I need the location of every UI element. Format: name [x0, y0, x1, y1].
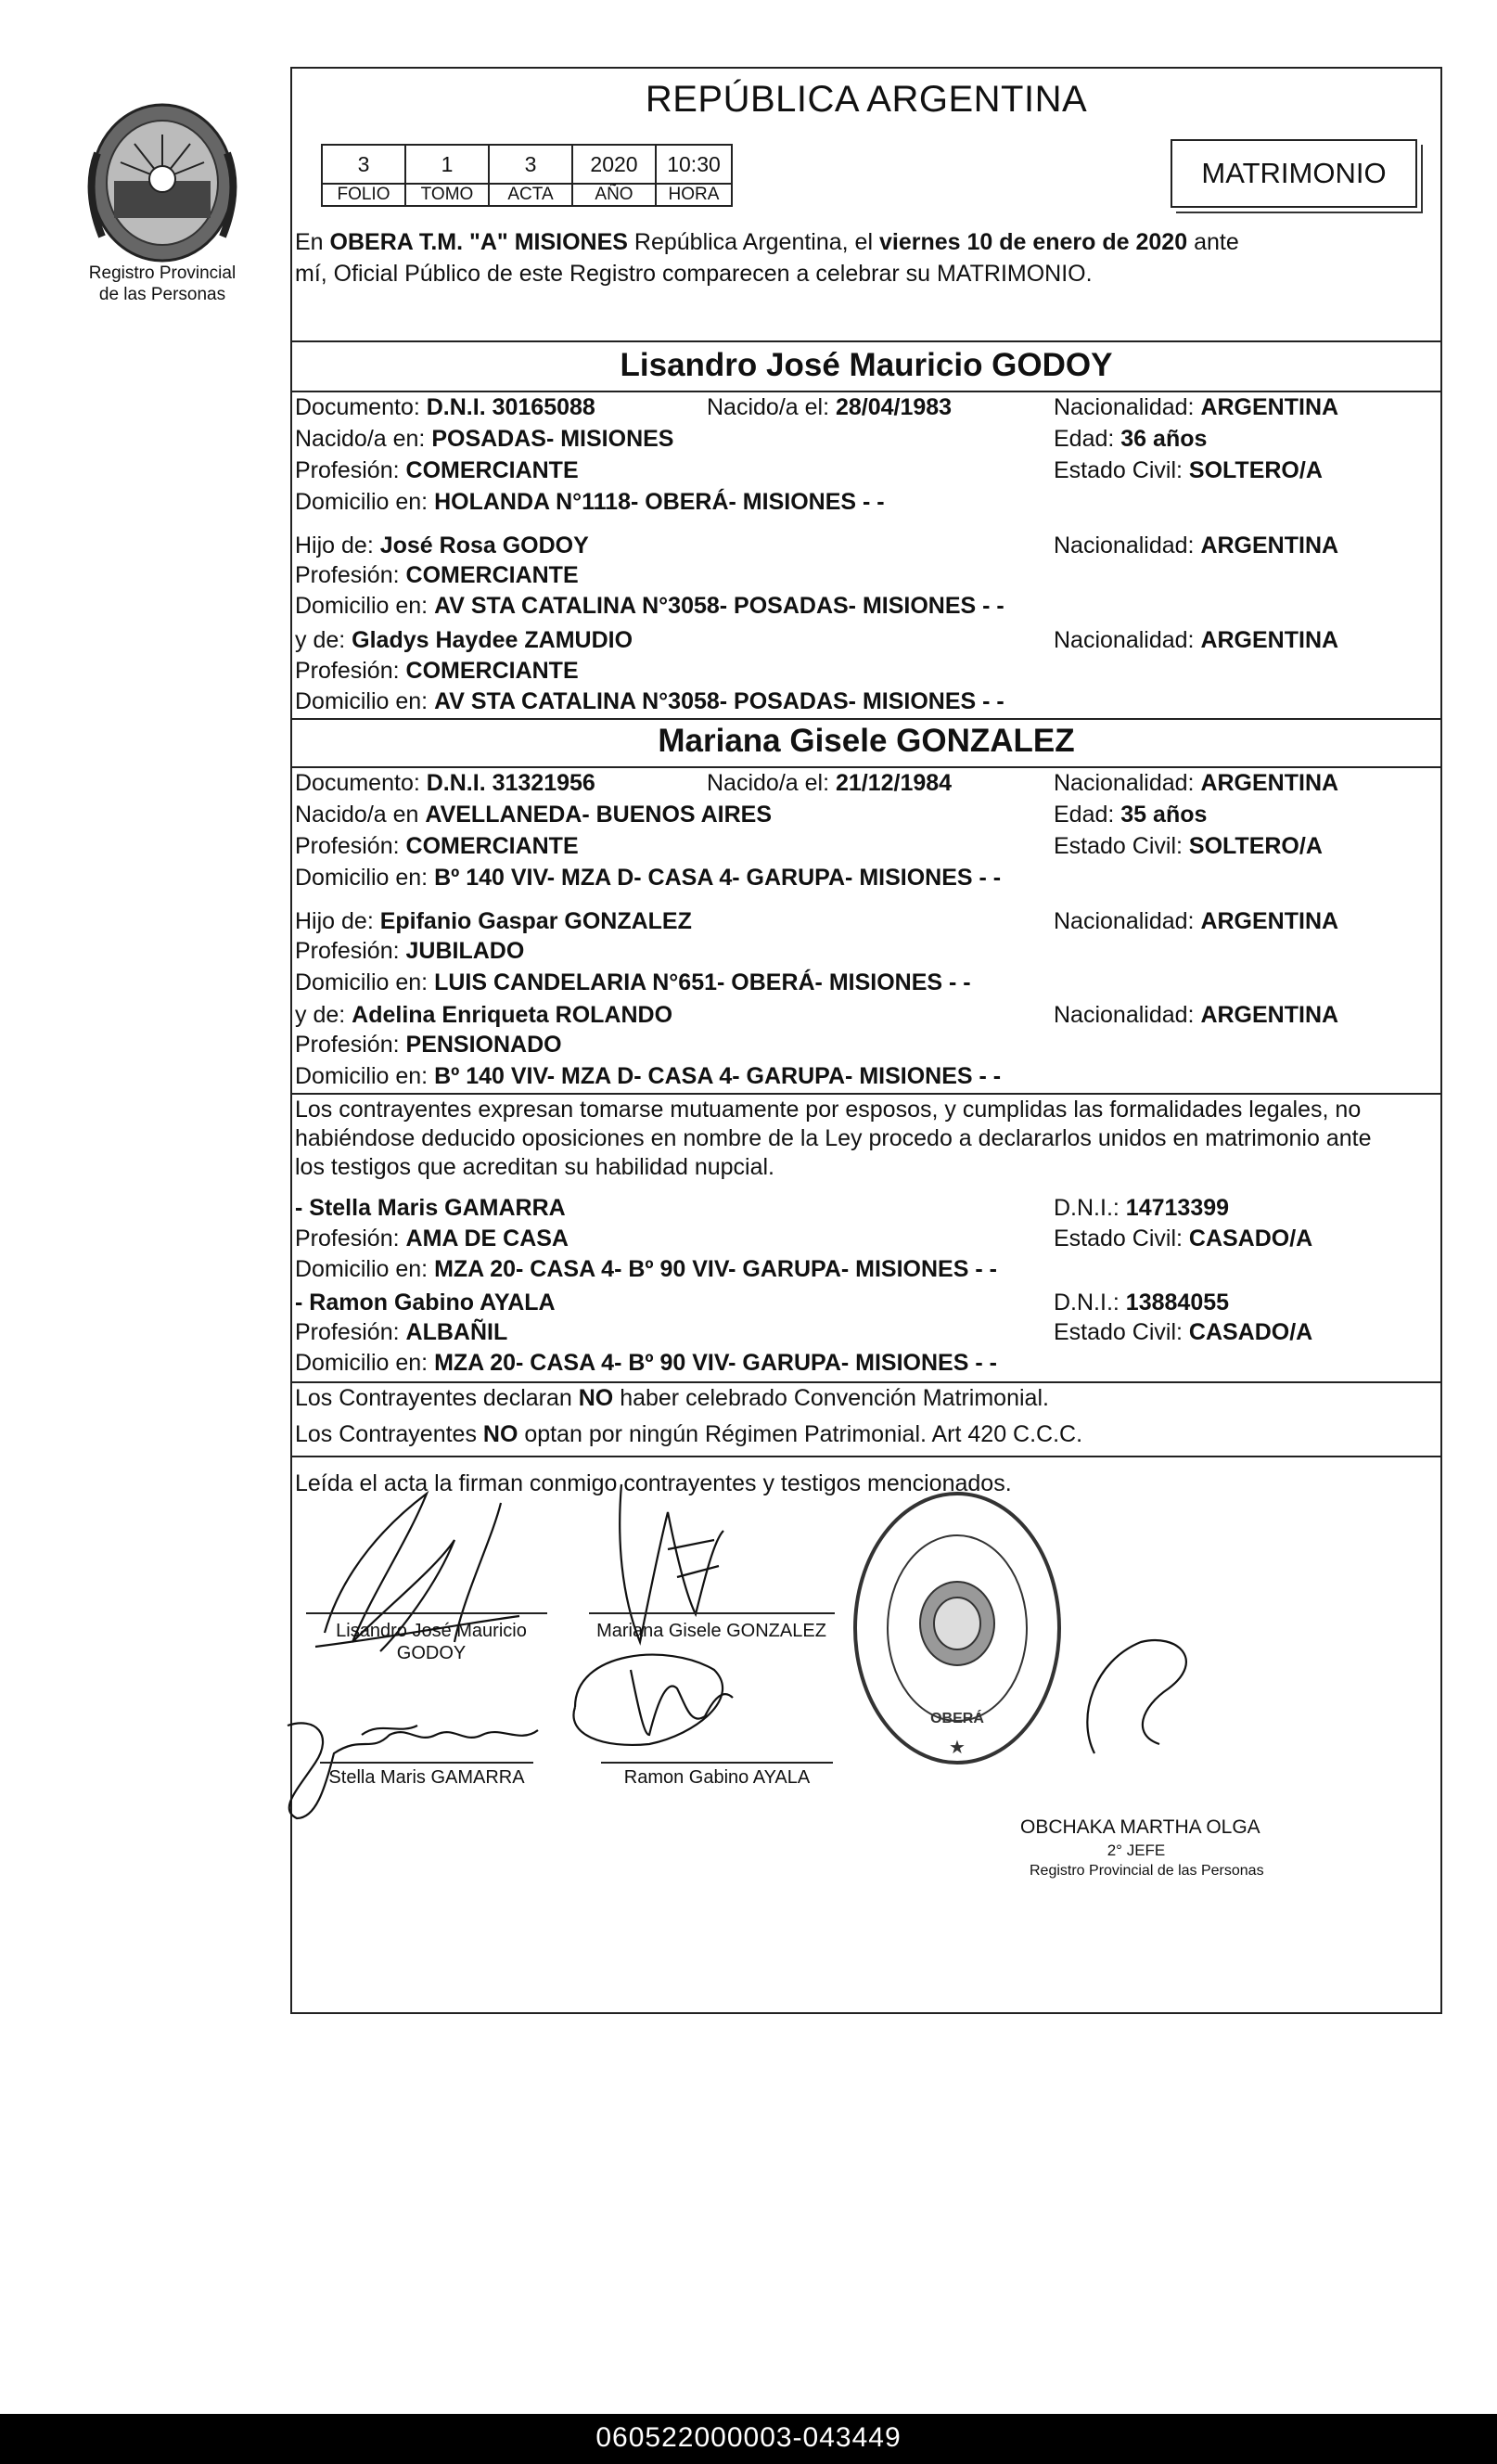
c1-madre-nacionalidad: Nacionalidad: ARGENTINA — [1054, 627, 1339, 653]
c1-padre-nacionalidad: Nacionalidad: ARGENTINA — [1054, 533, 1339, 558]
logo-caption-line2: de las Personas — [98, 285, 226, 304]
intro-text: República Argentina, el — [627, 229, 879, 255]
official-stamp — [851, 1489, 1064, 1767]
c2-padre: Hijo de: Epifanio Gaspar GONZALEZ — [295, 908, 692, 934]
c2-padre-domicilio: Domicilio en: LUIS CANDELARIA N°651- OBERÁ- MISIONES - - — [295, 969, 971, 995]
registry-numbers-table — [321, 144, 733, 207]
testigo1-domicilio: Domicilio en: MZA 20- CASA 4- Bº 90 VIV- GARUPA- MISIONES - - — [295, 1256, 997, 1282]
testigo2-dni: D.N.I.: 13884055 — [1054, 1290, 1230, 1315]
c2-domicilio: Domicilio en: Bº 140 VIV- MZA D- CASA 4- GARUPA- MISIONES - - — [295, 865, 1002, 891]
logo-caption — [65, 263, 260, 305]
hora-label: HORA — [656, 184, 732, 206]
registro-seal-logo — [79, 97, 246, 269]
c1-nacionalidad: Nacionalidad: ARGENTINA — [1054, 394, 1339, 420]
name-first: Lisandro — [620, 347, 767, 383]
testigo2-profesion: Profesión: ALBAÑIL — [295, 1319, 508, 1345]
intro-line-2: mí, Oficial Público de este Registro comparecen a celebrar su MATRIMONIO. — [295, 261, 1093, 287]
oficial-name: OBCHAKA MARTHA OLGA — [1020, 1816, 1260, 1838]
c1-madre: y de: Gladys Haydee ZAMUDIO — [295, 627, 633, 653]
testigo1-estado-civil: Estado Civil: CASADO/A — [1054, 1226, 1313, 1251]
c1-madre-profesion: Profesión: COMERCIANTE — [295, 658, 579, 684]
divider — [290, 766, 1442, 768]
hora-value: 10:30 — [656, 145, 732, 184]
signature-caption-2: Mariana Gisele GONZALEZ — [596, 1621, 826, 1641]
convencion-line-2: Los Contrayentes NO optan por ningún Régimen Patrimonial. Art 420 C.C.C. — [295, 1421, 1083, 1447]
testigo1-dni: D.N.I.: 14713399 — [1054, 1195, 1230, 1221]
sig1-name-line2: GODOY — [396, 1643, 467, 1663]
folio-value: 3 — [322, 145, 405, 184]
c1-padre: Hijo de: José Rosa GODOY — [295, 533, 589, 558]
signature-line-2 — [589, 1612, 835, 1614]
signature-caption-1 — [311, 1620, 552, 1664]
c1-domicilio: Domicilio en: HOLANDA N°1118- OBERÁ- MISIONES - - — [295, 489, 885, 515]
c1-nacido-en: Nacido/a en: POSADAS- MISIONES — [295, 426, 674, 452]
document-id-bar: 060522000003-043449 — [0, 2414, 1497, 2464]
logo-caption-line1: Registro Provincial — [88, 263, 237, 283]
c2-padre-profesion: Profesión: JUBILADO — [295, 938, 525, 964]
c1-profesion: Profesión: COMERCIANTE — [295, 457, 579, 483]
intro-line-1 — [295, 228, 1239, 256]
c1-padre-domicilio: Domicilio en: AV STA CATALINA N°3058- POSADAS- MISIONES - - — [295, 593, 1004, 619]
name-rest: José Mauricio GODOY — [766, 347, 1113, 383]
document-title: REPÚBLICA ARGENTINA — [645, 79, 1088, 120]
oficial-org: Registro Provincial de las Personas — [1030, 1863, 1264, 1879]
divider — [290, 718, 1442, 720]
c1-edad: Edad: 36 años — [1054, 426, 1208, 452]
intro-date: viernes 10 de enero de 2020 — [878, 229, 1188, 255]
divider — [290, 1093, 1442, 1095]
intro-place: OBERA T.M. "A" MISIONES — [329, 229, 628, 255]
c2-padre-nacionalidad: Nacionalidad: ARGENTINA — [1054, 908, 1339, 934]
intro-text: En — [295, 229, 330, 255]
declaracion-line-2: habiéndose deducido oposiciones en nombre de la Ley procedo a declararlos unidos en matrimonio ante — [295, 1125, 1372, 1151]
contrayente2-name: Mariana Gisele GONZALEZ — [658, 723, 1075, 759]
c2-madre-nacionalidad: Nacionalidad: ARGENTINA — [1054, 1002, 1339, 1028]
testigo1-name: - Stella Maris GAMARRA — [295, 1195, 566, 1221]
c2-madre-profesion: Profesión: PENSIONADO — [295, 1032, 562, 1058]
c2-madre-domicilio: Domicilio en: Bº 140 VIV- MZA D- CASA 4- GARUPA- MISIONES - - — [295, 1063, 1002, 1089]
c1-madre-domicilio: Domicilio en: AV STA CATALINA N°3058- POSADAS- MISIONES - - — [295, 688, 1004, 714]
stamp-bottom-text: OBERÁ — [930, 1711, 984, 1726]
contrayente1-name — [290, 347, 1442, 384]
c1-nacido-el: Nacido/a el: 28/04/1983 — [707, 394, 953, 420]
c2-profesion: Profesión: COMERCIANTE — [295, 833, 579, 859]
c2-edad: Edad: 35 años — [1054, 802, 1208, 828]
signature-caption-4: Ramon Gabino AYALA — [623, 1767, 811, 1788]
testigo2-name: - Ramon Gabino AYALA — [295, 1290, 556, 1315]
acta-value: 3 — [489, 145, 572, 184]
divider — [290, 1381, 1442, 1383]
c2-nacionalidad: Nacionalidad: ARGENTINA — [1054, 770, 1339, 796]
c1-documento: Documento: D.N.I. 30165088 — [295, 394, 595, 420]
acta-type-box: MATRIMONIO — [1171, 139, 1417, 208]
declaracion-line-1: Los contrayentes expresan tomarse mutuamente por esposos, y cumplidas las formalidades legales, no — [295, 1097, 1362, 1123]
convencion-line-1: Los Contrayentes declaran NO haber celebrado Convención Matrimonial. — [295, 1385, 1049, 1411]
testigo2-estado-civil: Estado Civil: CASADO/A — [1054, 1319, 1313, 1345]
signature-line-1 — [306, 1612, 547, 1614]
anio-value: 2020 — [572, 145, 656, 184]
oficial-cargo: 2° JEFE — [1107, 1842, 1166, 1859]
intro-text: ante — [1187, 229, 1239, 255]
tomo-value: 1 — [405, 145, 489, 184]
declaracion-line-3: los testigos que acreditan su habilidad nupcial. — [295, 1154, 775, 1180]
divider — [290, 340, 1442, 342]
leida-text: Leída el acta la firman conmigo contrayentes y testigos mencionados. — [295, 1470, 1012, 1496]
c2-nacido-el: Nacido/a el: 21/12/1984 — [707, 770, 953, 796]
testigo2-domicilio: Domicilio en: MZA 20- CASA 4- Bº 90 VIV- GARUPA- MISIONES - - — [295, 1350, 997, 1376]
c2-madre: y de: Adelina Enriqueta ROLANDO — [295, 1002, 673, 1028]
tomo-label: TOMO — [405, 184, 489, 206]
signature-line-3 — [320, 1762, 533, 1764]
sig1-name-line1: Lisandro José Mauricio — [336, 1621, 527, 1641]
anio-label: AÑO — [572, 184, 656, 206]
svg-text:★: ★ — [949, 1738, 966, 1758]
c1-estado-civil: Estado Civil: SOLTERO/A — [1054, 457, 1323, 483]
signature-line-4 — [601, 1762, 833, 1764]
acta-label: ACTA — [489, 184, 572, 206]
c2-documento: Documento: D.N.I. 31321956 — [295, 770, 595, 796]
signature-caption-3: Stella Maris GAMARRA — [328, 1767, 525, 1788]
testigo1-profesion: Profesión: AMA DE CASA — [295, 1226, 569, 1251]
folio-label: FOLIO — [322, 184, 405, 206]
c2-nacido-en: Nacido/a en AVELLANEDA- BUENOS AIRES — [295, 802, 773, 828]
c1-padre-profesion: Profesión: COMERCIANTE — [295, 562, 579, 588]
c2-estado-civil: Estado Civil: SOLTERO/A — [1054, 833, 1323, 859]
divider — [290, 391, 1442, 392]
